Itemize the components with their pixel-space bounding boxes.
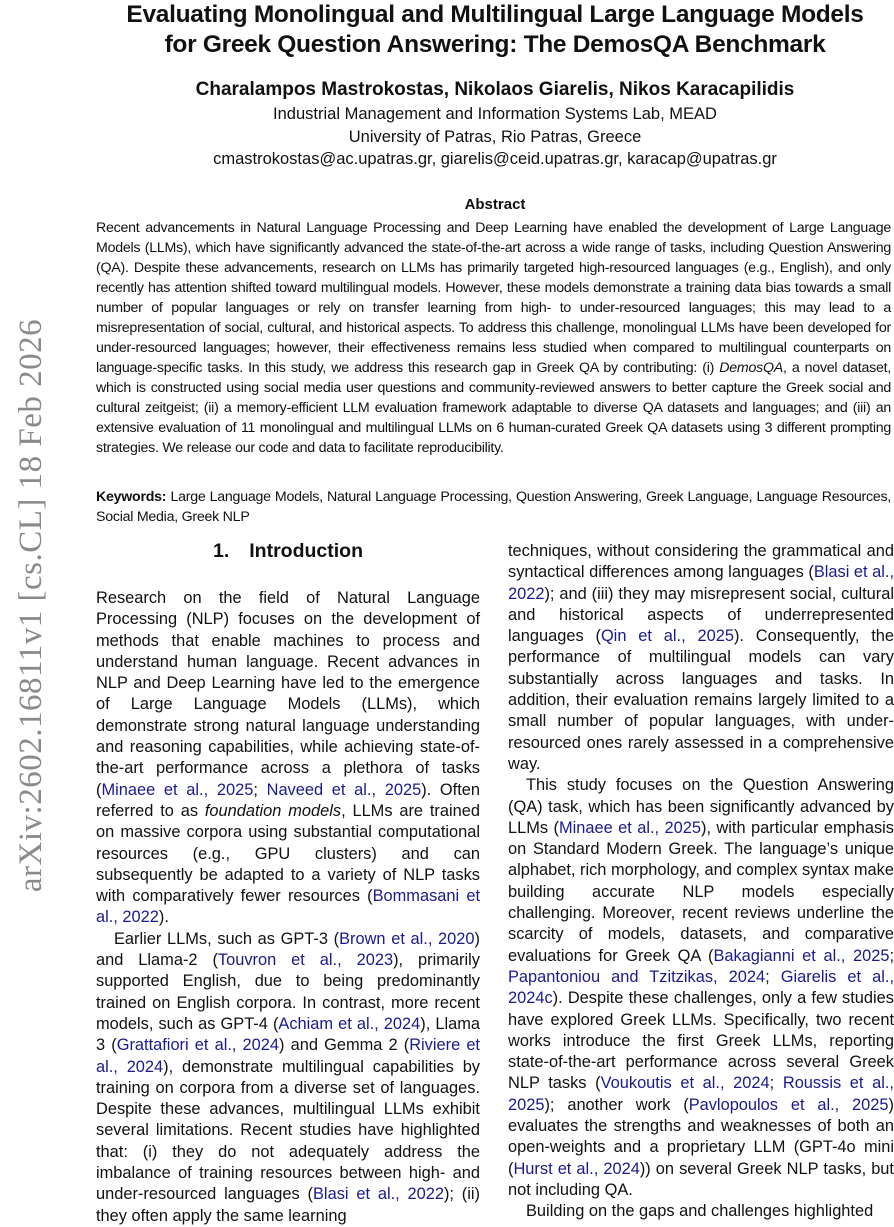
citation-link[interactable]: Bommasani et al., 2022 xyxy=(96,887,481,927)
body-text: ); (ii) they often apply the same learning xyxy=(96,1185,480,1225)
paragraph xyxy=(96,929,480,1227)
citation-link[interactable]: Giarelis et al., 2024c xyxy=(508,967,894,1008)
citation-link[interactable]: Achiam et al., 2024 xyxy=(278,1014,421,1033)
paragraph xyxy=(508,541,894,775)
arxiv-identifier: arXiv:2602.16811v1 [cs.CL] 18 Feb 2026 xyxy=(13,318,50,892)
body-text: ). Consequently, the performance of multilingual models can vary substantially across languages and tasks. In addition, their evaluation remains largely limited to a small number of popular languages, with under-resourced ones rarely assessed in a comprehensive way. xyxy=(508,627,894,773)
abstract-text: , a novel dataset, which is constructed using social media user questions and community-reviewed answers to better capture the Greek social and cultural zeitgeist; (ii) a memory-efficient LLM evaluation framework adaptable to diverse QA datasets and languages; and (iii) an extensive evaluation of 11 monolingual and multilingual LLMs on 6 human-curated Greek QA datasets using 3 different prompting strategies. We release our code and data to facilitate reproducibility. xyxy=(96,360,891,456)
affiliation-lab: Industrial Management and Information Systems Lab, MEAD xyxy=(273,105,717,123)
citation-link[interactable]: Touvron et al., 2023 xyxy=(217,951,394,970)
body-text: ) evaluates the strengths and weaknesses of both an open-weights and a proprietary LLM (GPT-4o mini ( xyxy=(508,1095,894,1178)
body-text: This study focuses on the Question Answering (QA) task, which has been significantly advanced by LLMs ( xyxy=(508,776,894,837)
citation-link[interactable]: Naveed et al., 2025 xyxy=(266,780,422,799)
citation-link[interactable]: Pavlopoulos et al., 2025 xyxy=(688,1095,889,1114)
body-text: ); and (iii) they may misrepresent social, cultural and historical aspects of underrepresented languages ( xyxy=(508,584,894,646)
citation-link[interactable]: Brown et al., 2020 xyxy=(339,929,475,948)
body-text: ). Despite these challenges, only a few studies have explored Greek LLMs. Specifically, two recent works introduce the first Greek LLMs, reporting state-of-the-art performance across several Greek NLP tasks ( xyxy=(508,989,894,1093)
citation-link[interactable]: Minaee et al., 2025 xyxy=(101,780,254,799)
affiliation-block xyxy=(96,103,894,171)
dataset-name: DemosQA xyxy=(719,360,783,376)
body-text: techniques, without considering the grammatical and syntactical differences among languages ( xyxy=(508,542,894,582)
body-text: ), demonstrate multilingual capabilities by training on corpora from a diverse set of languages. Despite these advances, multilingual LLMs exhibit several limitations. Recent studies have highlighted that: (i) they do not adequately address the imbalance of training resources between high- and under-resourced languages ( xyxy=(96,1057,481,1204)
author-emails: cmastrokostas@ac.upatras.gr, giarelis@ceid.upatras.gr, karacap@upatras.gr xyxy=(213,150,777,168)
author-list: Charalampos Mastrokostas, Nikolaos Giarelis, Nikos Karacapilidis xyxy=(195,79,795,100)
citation-link[interactable]: Voukoutis et al., 2024 xyxy=(600,1074,770,1093)
abstract-heading: Abstract xyxy=(464,196,526,213)
title-line-2: for Greek Question Answering: The DemosQA Benchmark xyxy=(164,31,826,58)
paper-title xyxy=(96,0,894,60)
abstract-body xyxy=(96,218,891,458)
keywords xyxy=(96,487,891,527)
paragraph xyxy=(508,1201,894,1222)
citation-link[interactable]: Blasi et al., 2022 xyxy=(313,1185,444,1204)
emphasis-text: foundation models xyxy=(204,801,342,820)
citation-link[interactable]: Grattafiori et al., 2024 xyxy=(116,1036,280,1055)
citation-link[interactable]: Bakagianni et al., 2025 xyxy=(713,946,890,965)
body-text: ), Llama 3 ( xyxy=(96,1014,480,1055)
body-text: Research on the field of Natural Language Processing (NLP) focuses on the development of methods that enable machines to process and understand human language. Recent advances in NLP and Deep Learning have led to the emergence of Large Language Models (LLMs), which demonstrate strong natural language understanding and reasoning capabilities, while achieving state-of-the-art performance across a plethora of tasks ( xyxy=(96,589,480,799)
body-text: ), with particular emphasis on Standard Modern Greek. The language’s unique alphabet, rich morphology, and complex syntax make building accurate NLP models especially challenging. Moreover, recent reviews underline the scarcity of models, datasets, and comparative evaluations for Greek QA ( xyxy=(508,818,894,965)
title-line-1: Evaluating Monolingual and Multilingual Large Language Models xyxy=(126,1,864,28)
arxiv-side-stamp xyxy=(2,240,62,970)
paragraph xyxy=(96,588,480,929)
section-heading-introduction xyxy=(96,540,480,563)
body-text: ; xyxy=(769,1074,783,1093)
paragraph xyxy=(508,775,894,1201)
keywords-list: Large Language Models, Natural Language Processing, Question Answering, Greek Language, Language Resources, Social Media, Greek NLP xyxy=(96,489,891,525)
citation-link[interactable]: Riviere et al., 2024 xyxy=(96,1036,480,1076)
abstract-text: Recent advancements in Natural Language Processing and Deep Learning have enabled the development of Large Language Models (LLMs), which have significantly advanced the state-of-the-art across a wide range of tasks, including Question Answering (QA). Despite these advancements, research on LLMs has primarily targeted high-resourced languages (e.g., English), and only recently has attention shifted toward multilingual models. However, these models demonstrate a training data bias towards a small number of popular languages or rely on transfer learning from high- to under-resourced languages; this may lead to a misrepresentation of social, cultural, and historical aspects. To address this challenge, monolingual LLMs have been developed for under-resourced languages; however, their effectiveness remains less studied when compared to multilingual counterparts on language-specific tasks. In this study, we address this research gap in Greek QA by contributing: (i) xyxy=(96,220,891,376)
body-text: ), primarily supported English, due to being predominantly trained on English corpora. In contrast, more recent models, such as GPT-4 ( xyxy=(96,951,480,1033)
body-text: ); another work ( xyxy=(544,1095,689,1114)
citation-link[interactable]: Minaee et al., 2025 xyxy=(558,818,701,837)
body-text: ; xyxy=(889,946,894,965)
body-text: ) and Llama-2 ( xyxy=(96,929,480,970)
citation-link[interactable]: Hurst et al., 2024 xyxy=(513,1159,640,1178)
section-title: Introduction xyxy=(249,540,363,562)
body-text: ; xyxy=(765,967,781,986)
affiliation-university: University of Patras, Rio Patras, Greece xyxy=(348,127,642,146)
body-text: ) and Gemma 2 ( xyxy=(279,1036,410,1055)
body-text: Building on the gaps and challenges highlighted xyxy=(526,1202,874,1221)
body-text: Earlier LLMs, such as GPT-3 ( xyxy=(114,929,340,948)
right-column xyxy=(508,541,894,1223)
citation-link[interactable]: Roussis et al., 2025 xyxy=(508,1074,894,1114)
citation-link[interactable]: Qin et al., 2025 xyxy=(600,627,734,646)
left-column xyxy=(96,588,480,1227)
body-text: ; xyxy=(253,780,267,799)
citation-link[interactable]: Papantoniou and Tzitzikas, 2024 xyxy=(508,967,766,986)
body-text: , LLMs are trained on massive corpora using substantial computational resources (e.g., GPU clusters) and can subsequently be adapted to a variety of NLP tasks with comparatively fewer resources ( xyxy=(96,801,480,906)
section-number: 1. xyxy=(213,540,230,562)
body-text: ). Often referred to as xyxy=(96,780,481,820)
body-text: ). xyxy=(158,908,169,927)
keywords-label: Keywords: xyxy=(96,489,167,505)
body-text: )) on several Greek NLP tasks, but not including QA. xyxy=(508,1159,894,1199)
citation-link[interactable]: Blasi et al., 2022 xyxy=(508,563,894,603)
